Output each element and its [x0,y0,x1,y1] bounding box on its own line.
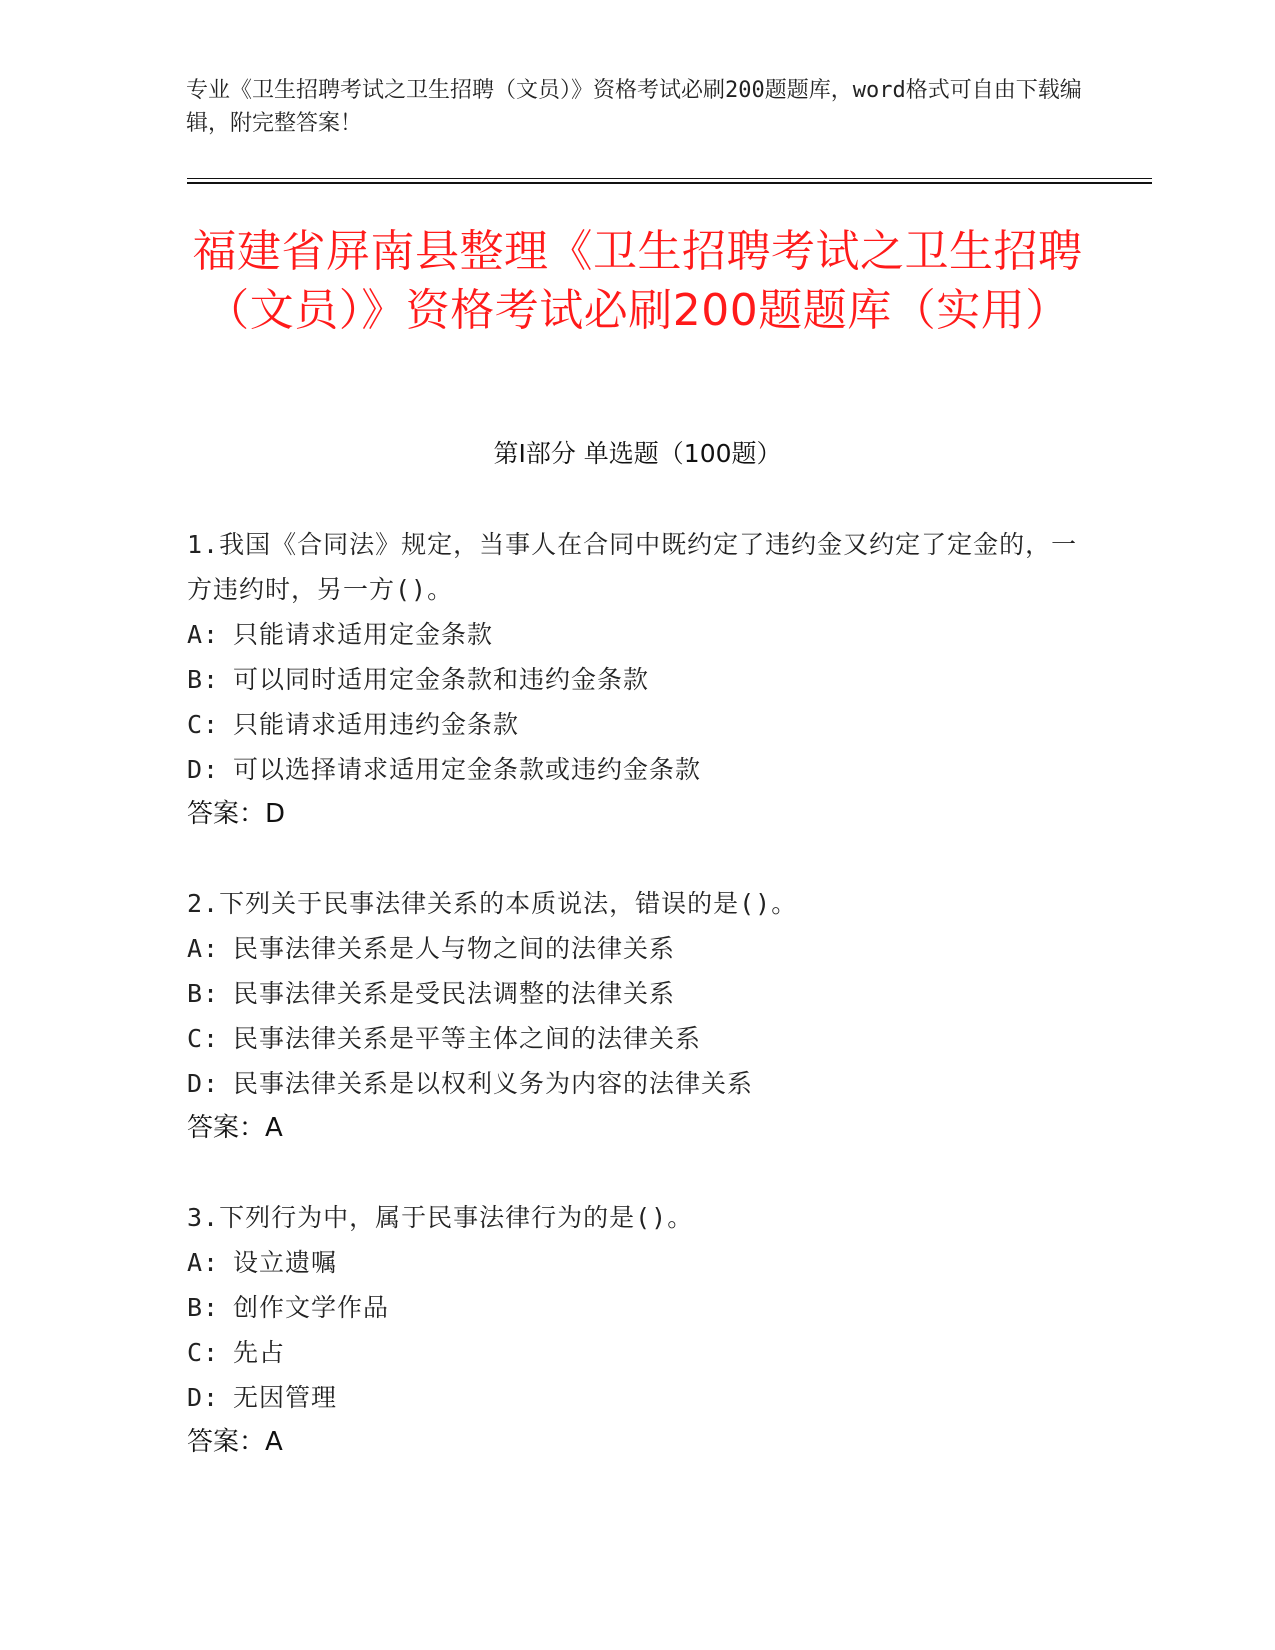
option-text: 设立遗嘱 [233,1248,338,1277]
option-text: 可以选择请求适用定金条款或违约金条款 [233,755,702,784]
option-text: 创作文学作品 [233,1293,390,1322]
answer-value: A [265,1113,283,1143]
option-a [187,1240,1087,1285]
option-text: 民事法律关系是以权利义务为内容的法律关系 [233,1069,754,1098]
option-key: C: [187,710,220,739]
answer-line [187,1106,1087,1151]
question-stem: 3.下列行为中，属于民事法律行为的是()。 [187,1203,694,1232]
option-text: 可以同时适用定金条款和违约金条款 [233,665,650,694]
option-text: 民事法律关系是受民法调整的法律关系 [233,979,676,1008]
option-key: B: [187,665,220,694]
option-key: D: [187,1069,220,1098]
option-key: A: [187,934,220,963]
option-d [187,1375,1087,1420]
option-a [187,612,1087,657]
question-item [187,881,1087,1151]
option-key: A: [187,1248,220,1277]
option-c [187,1330,1087,1375]
document-title: 福建省屏南县整理《卫生招聘考试之卫生招聘（文员）》资格考试必刷200题题库（实用） [192,226,1083,336]
option-text: 只能请求适用定金条款 [233,620,494,649]
option-key: C: [187,1338,220,1367]
option-a [187,926,1087,971]
question-stem: 2.下列关于民事法律关系的本质说法，错误的是()。 [187,889,798,918]
option-text: 民事法律关系是平等主体之间的法律关系 [233,1024,702,1053]
option-d [187,1061,1087,1106]
question-stem: 1.我国《合同法》规定，当事人在合同中既约定了违约金又约定了定金的，一方违约时，另一方()。 [187,530,1078,604]
question-item [187,522,1087,837]
option-key: A: [187,620,220,649]
header-divider-thick [187,182,1152,184]
question-list [187,522,1087,1509]
option-key: D: [187,755,220,784]
option-text: 先占 [233,1338,286,1367]
option-key: D: [187,1383,220,1412]
header-divider-thin [187,178,1152,179]
question-item [187,1195,1087,1465]
answer-line [187,1420,1087,1465]
option-text: 只能请求适用违约金条款 [233,710,520,739]
option-b [187,971,1087,1016]
option-key: C: [187,1024,220,1053]
answer-line [187,792,1087,837]
header-note: 专业《卫生招聘考试之卫生招聘（文员）》资格考试必刷200题题库，word格式可自由下载编辑，附完整答案！ [186,78,1082,136]
option-text: 无因管理 [233,1383,338,1412]
section-title: 第I部分 单选题（100题） [493,439,782,468]
answer-value: D [265,799,286,829]
option-c [187,1016,1087,1061]
option-d [187,747,1087,792]
option-b [187,1285,1087,1330]
option-text: 民事法律关系是人与物之间的法律关系 [233,934,676,963]
option-b [187,657,1087,702]
option-c [187,702,1087,747]
option-key: B: [187,1293,220,1322]
answer-label: 答案： [187,1113,266,1143]
answer-label: 答案： [187,799,266,829]
answer-label: 答案： [187,1427,266,1457]
answer-value: A [265,1427,283,1457]
option-key: B: [187,979,220,1008]
